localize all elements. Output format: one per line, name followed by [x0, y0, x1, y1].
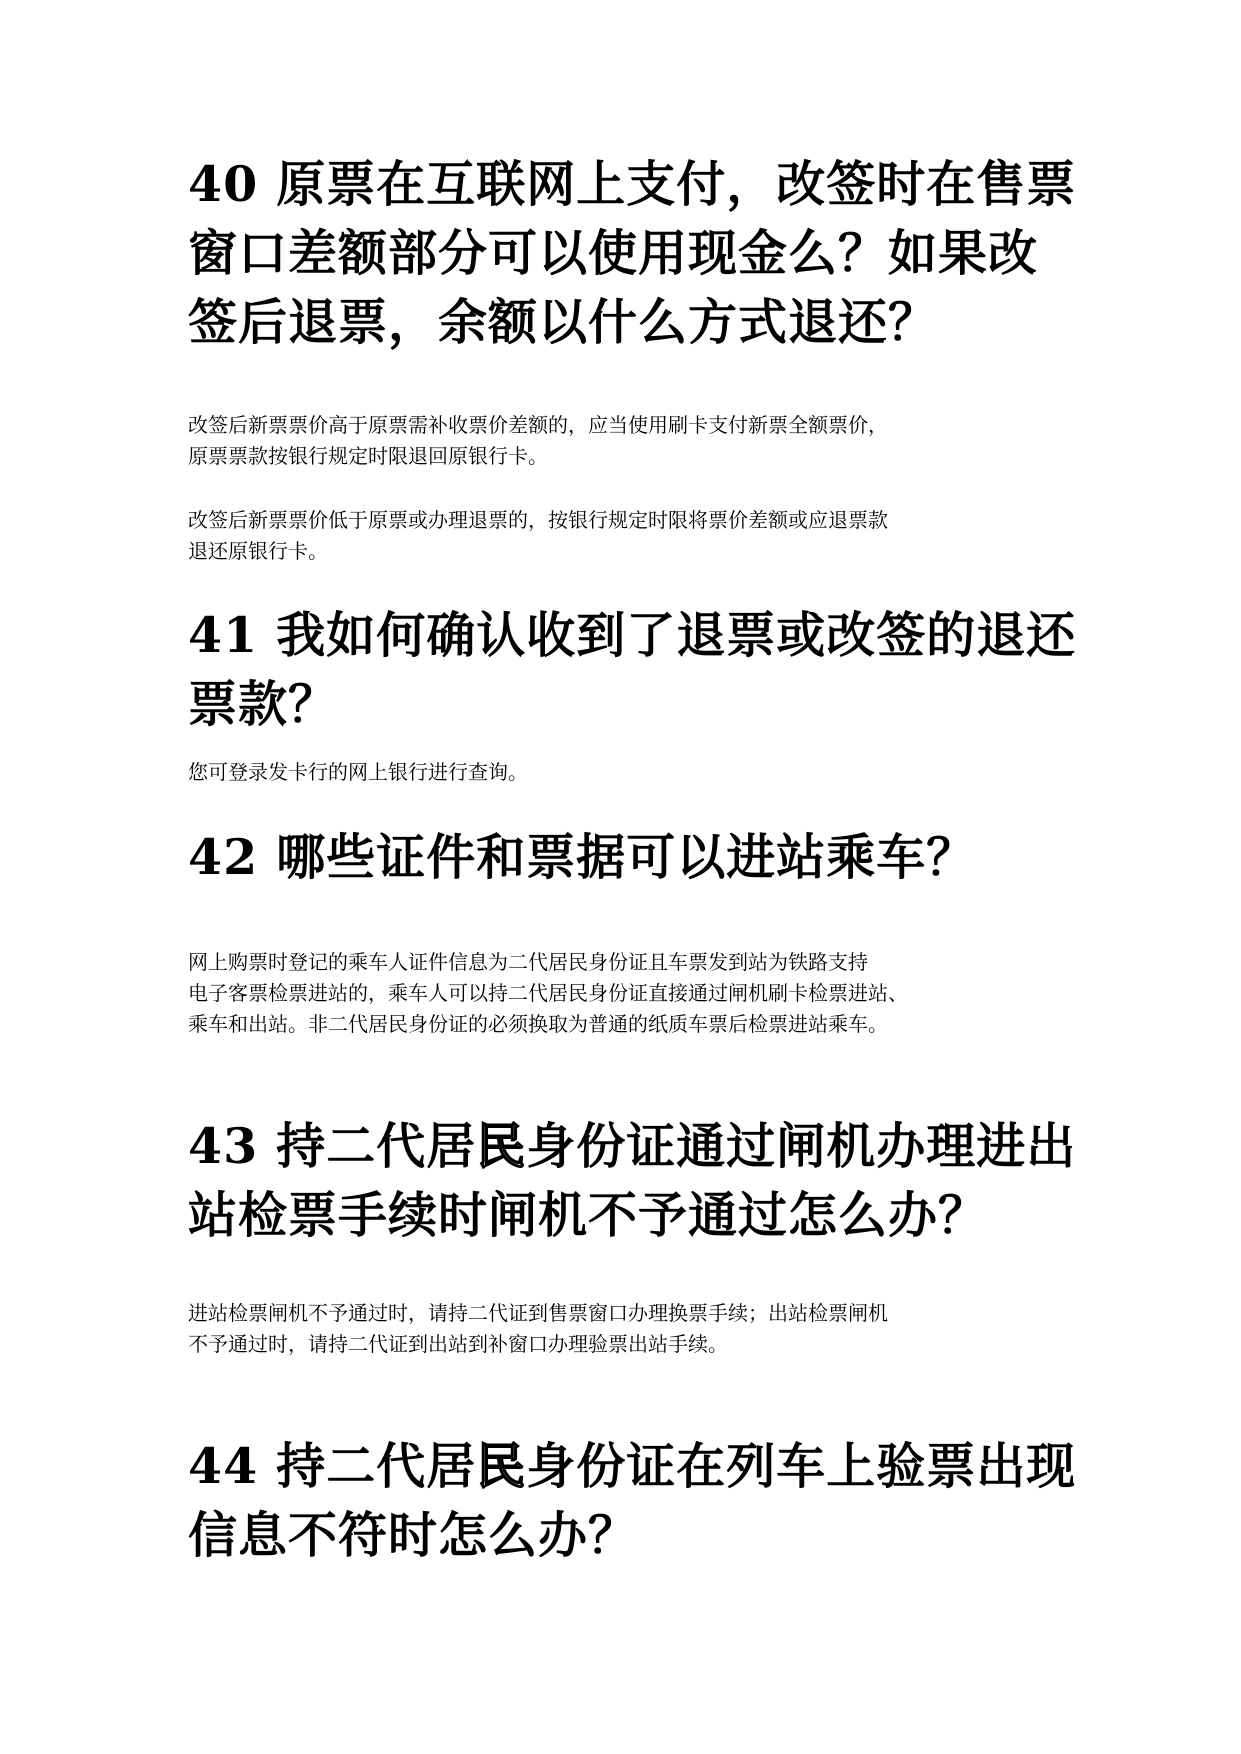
answer-41-paragraph-1 — [188, 757, 1068, 788]
heading-line — [188, 1112, 1077, 1181]
paragraph-line: 乘车和出站。非二代居民身份证的必须换取为普通的纸质车票后检票进站乘车。 — [188, 1012, 888, 1036]
heading-text: 43 持二代居 — [188, 1117, 477, 1175]
heading-line: 41 我如何确认收到了退票或改签的退还 — [188, 606, 1077, 664]
answer-42-paragraph-1 — [188, 947, 1068, 1040]
paragraph-line: 电子客票检票进站的，乘车人可以持二代居民身份证直接通过闸机刷卡检票进站、 — [188, 981, 908, 1005]
heading-line — [188, 1432, 1077, 1501]
answer-43-paragraph-1 — [188, 1298, 1068, 1360]
question-43-heading — [188, 1112, 1077, 1250]
paragraph-line: 退还原银行卡。 — [188, 539, 328, 563]
heading-line: 信息不符时怎么办？ — [188, 1506, 639, 1564]
heading-text: 身份证通过闸机办理进出 — [526, 1117, 1077, 1175]
heading-text: 44 持二代居 — [188, 1437, 477, 1495]
question-41-heading — [188, 601, 1077, 739]
heading-line: 40 原票在互联网上支付，改签时在售票 — [188, 155, 1077, 213]
heading-line: 站检票手续时闸机不予通过怎么办？ — [188, 1186, 989, 1244]
paragraph-line: 原票票款按银行规定时限退回原银行卡。 — [188, 444, 548, 468]
heading-text: 身份证在列车上验票出现 — [526, 1437, 1077, 1495]
paragraph-line: 您可登录发卡行的网上银行进行查询。 — [188, 760, 528, 784]
answer-40-paragraph-2 — [188, 505, 1068, 567]
heading-line: 签后退票，余额以什么方式退还？ — [188, 293, 939, 351]
paragraph-line: 改签后新票票价高于原票需补收票价差额的，应当使用刷卡支付新票全额票价， — [188, 413, 888, 437]
answer-40-paragraph-1 — [188, 410, 1068, 472]
paragraph-line: 进站检票闸机不予通过时，请持二代证到售票窗口办理换票手续；出站检票闸机 — [188, 1301, 888, 1325]
paragraph-line: 不予通过时，请持二代证到出站到补窗口办理验票出站手续。 — [188, 1332, 728, 1356]
heading-line: 42 哪些证件和票据可以进站乘车？ — [188, 828, 977, 886]
heading-line: 窗口差额部分可以使用现金么？如果改 — [188, 224, 1039, 282]
heading-line: 票款？ — [188, 675, 339, 733]
question-40-heading — [188, 150, 1077, 357]
outlined-character: 民 — [476, 1437, 527, 1495]
outlined-character: 民 — [476, 1117, 527, 1175]
question-44-heading — [188, 1432, 1077, 1570]
paragraph-line: 网上购票时登记的乘车人证件信息为二代居民身份证且车票发到站为铁路支持 — [188, 950, 868, 974]
paragraph-line: 改签后新票票价低于原票或办理退票的，按银行规定时限将票价差额或应退票款 — [188, 508, 888, 532]
question-42-heading — [188, 823, 1068, 892]
